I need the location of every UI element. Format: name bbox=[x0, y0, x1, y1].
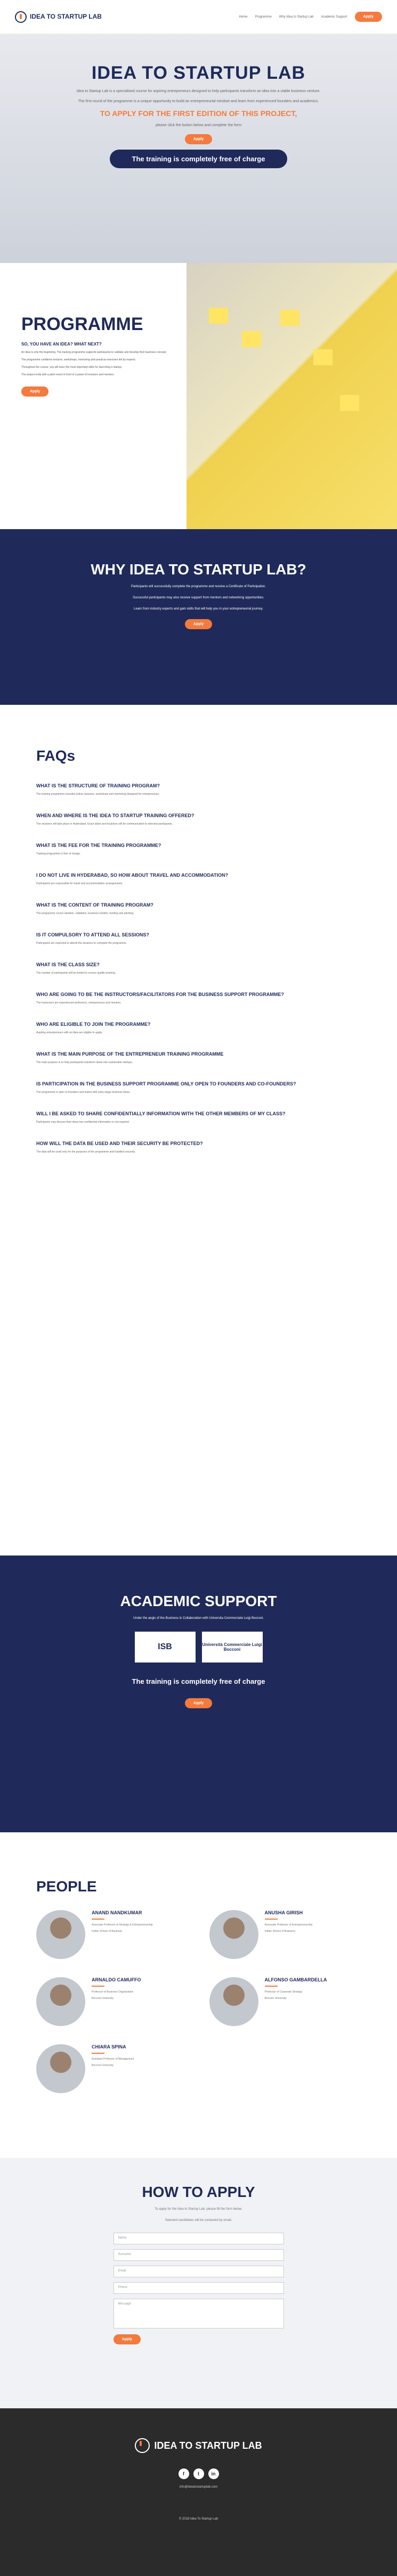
faq-item bbox=[36, 1081, 361, 1094]
top-navigation bbox=[0, 0, 397, 34]
programme-paragraph-2: The programme combines lectures, workshops, mentoring and practical exercises led by experts. bbox=[21, 358, 136, 361]
person-organization: Indian School of Business bbox=[264, 1930, 296, 1933]
faq-item bbox=[36, 1021, 361, 1035]
bocconi-logo: Università Commerciale Luigi Bocconi bbox=[202, 1632, 263, 1663]
people-section bbox=[0, 1832, 397, 2158]
menu-programme[interactable]: Programme bbox=[255, 15, 272, 19]
footer-copyright: © 2018 Idea To Startup Lab bbox=[179, 2517, 218, 2521]
faq-answer: The data will be used only for the purposes of the programme and handled securely. bbox=[36, 1150, 136, 1154]
logo-text: IDEA TO STARTUP LAB bbox=[30, 13, 102, 20]
academic-apply-button[interactable]: Apply bbox=[185, 1698, 212, 1708]
programme-paragraph-3: Throughout the course, you will learn the most important skills for launching a startup. bbox=[21, 366, 123, 369]
faq-question: WILL I BE ASKED TO SHARE CONFIDENTIALLY INFORMATION WITH THE OTHER MEMBERS OF MY CLASS? bbox=[36, 1111, 286, 1116]
academic-free-banner: The training is completely free of charge bbox=[110, 1672, 288, 1691]
lightbulb-icon bbox=[135, 2438, 150, 2453]
person-name: ANUSHA GIRISH bbox=[264, 1910, 303, 1915]
hero-apply-note: please click the button below and complete the form bbox=[155, 124, 242, 127]
why-title: WHY IDEA TO STARTUP LAB? bbox=[91, 561, 306, 578]
faq-item bbox=[36, 842, 361, 856]
person-card bbox=[36, 2044, 188, 2093]
faq-answer: The sessions will take place in Hyderabad. Exact dates and locations will be communicated to selected participants. bbox=[36, 822, 173, 826]
linkedin-icon[interactable]: in bbox=[208, 2468, 219, 2479]
person-organization: Bocconi University bbox=[264, 1997, 287, 2000]
avatar bbox=[209, 1910, 258, 1959]
person-card bbox=[209, 1977, 361, 2026]
apply-paragraph-2: Selected candidates will be contacted by email. bbox=[165, 2219, 232, 2222]
faq-question: WHAT IS THE STRUCTURE OF TRAINING PROGRAM? bbox=[36, 783, 160, 788]
avatar bbox=[36, 1977, 85, 2026]
hero-section bbox=[0, 34, 397, 263]
footer-email[interactable]: info@ideatostartuplab.com bbox=[179, 2486, 218, 2489]
person-role: Associate Professor of Strategy & Entrepreneurship bbox=[92, 1923, 153, 1927]
menu-academic-support[interactable]: Academic Support bbox=[321, 15, 347, 19]
faqs-section bbox=[0, 705, 397, 1556]
faq-item bbox=[36, 961, 361, 975]
person-role: Associate Professor of Entrepreneurship bbox=[264, 1923, 313, 1927]
faq-question: WHAT IS THE MAIN PURPOSE OF THE ENTREPRENEUR TRAINING PROGRAMME bbox=[36, 1051, 224, 1057]
footer bbox=[0, 2408, 397, 2576]
form-submit-button[interactable]: Apply bbox=[114, 2334, 141, 2344]
sticky-notes-image bbox=[187, 263, 397, 529]
faq-item bbox=[36, 1140, 361, 1154]
why-paragraph-1: Participants will successfully complete the programme and receive a Certificate of Participation. bbox=[131, 585, 266, 588]
faq-question: WHAT IS THE FEE FOR THE TRAINING PROGRAMME? bbox=[36, 843, 161, 848]
programme-section bbox=[0, 263, 397, 529]
programme-paragraph-1: An idea is only the beginning. The training programme supports participants to validate and develop their business concept. bbox=[21, 351, 167, 354]
faq-answer: Aspiring entrepreneurs with an idea are eligible to apply. bbox=[36, 1031, 103, 1034]
person-role: Professor of Business Organization bbox=[92, 1990, 134, 1994]
menu-why[interactable]: Why Idea to Startup Lab bbox=[279, 15, 314, 19]
faq-item bbox=[36, 1110, 361, 1124]
faq-item bbox=[36, 932, 361, 945]
faq-item bbox=[36, 1051, 361, 1065]
footer-logo[interactable] bbox=[135, 2438, 262, 2453]
faq-answer: The programme covers ideation, validation, business models, funding and pitching. bbox=[36, 912, 134, 915]
why-paragraph-2: Successful participants may also receive support from mentors and networking opportunities. bbox=[133, 596, 264, 599]
faq-question: I DO NOT LIVE IN HYDERABAD, SO HOW ABOUT TRAVEL AND ACCOMMODATION? bbox=[36, 873, 228, 878]
faq-answer: The number of participants will be limited to ensure quality learning. bbox=[36, 972, 116, 975]
hero-apply-heading: TO APPLY FOR THE FIRST EDITION OF THIS PROJECT, bbox=[100, 109, 297, 118]
faq-question: WHAT IS THE CLASS SIZE? bbox=[36, 962, 100, 967]
message-field[interactable]: Message bbox=[114, 2299, 284, 2328]
sticky-note bbox=[242, 331, 261, 347]
twitter-icon[interactable]: t bbox=[193, 2468, 204, 2479]
person-name: ARNALDO CAMUFFO bbox=[92, 1977, 141, 1982]
faqs-title: FAQs bbox=[36, 747, 76, 764]
sticky-note bbox=[340, 395, 359, 411]
person-card bbox=[36, 1910, 188, 1959]
person-organization: Indian School of Business bbox=[92, 1930, 123, 1933]
apply-title: HOW TO APPLY bbox=[142, 2184, 255, 2200]
faq-question: WHAT IS THE CONTENT OF TRAINING PROGRAM? bbox=[36, 902, 153, 908]
faq-item bbox=[36, 902, 361, 916]
faq-answer: The training programme includes online sessions, workshops and mentoring designed for entrepreneurs. bbox=[36, 793, 160, 796]
academic-support-section bbox=[0, 1556, 397, 1832]
facebook-icon[interactable]: f bbox=[179, 2468, 189, 2479]
person-organization: Bocconi University bbox=[92, 1997, 114, 2000]
academic-title: ACADEMIC SUPPORT bbox=[120, 1593, 277, 1609]
faq-question: WHO ARE GOING TO BE THE INSTRUCTORS/FACILITATORS FOR THE BUSINESS SUPPORT PROGRAMME? bbox=[36, 992, 284, 997]
person-role: Professor of Corporate Strategy bbox=[264, 1990, 303, 1994]
faq-answer: Participants may discuss their ideas but confidential information is not required. bbox=[36, 1121, 130, 1124]
faq-answer: The main purpose is to help participants transform ideas into sustainable startups. bbox=[36, 1061, 133, 1064]
main-menu bbox=[239, 12, 382, 22]
how-to-apply-section bbox=[0, 2158, 397, 2408]
faq-question: WHEN AND WHERE IS THE IDEA TO STARTUP TRAINING OFFERED? bbox=[36, 813, 195, 818]
footer-logo-text: IDEA TO STARTUP LAB bbox=[154, 2440, 262, 2451]
person-name: ALFONSO GAMBARDELLA bbox=[264, 1977, 327, 1982]
free-training-banner: The training is completely free of charge bbox=[110, 150, 288, 168]
person-card bbox=[36, 1977, 188, 2026]
faq-item bbox=[36, 872, 361, 886]
avatar bbox=[36, 2044, 85, 2093]
person-card bbox=[209, 1910, 361, 1959]
faq-answer: Participants are responsible for travel and accommodation arrangements. bbox=[36, 882, 123, 885]
name-field[interactable]: Name bbox=[114, 2233, 284, 2244]
application-form bbox=[114, 2233, 284, 2344]
faq-item bbox=[36, 812, 361, 826]
person-organization: Bocconi University bbox=[92, 2064, 114, 2067]
faq-answer: Participants are expected to attend the sessions to complete the programme. bbox=[36, 942, 127, 945]
surname-field[interactable]: Surname bbox=[114, 2249, 284, 2261]
menu-home[interactable]: Home bbox=[239, 15, 248, 19]
faq-item bbox=[36, 783, 361, 796]
programme-title: PROGRAMME bbox=[21, 314, 143, 334]
programme-question: SO, YOU HAVE AN IDEA? WHAT NEXT? bbox=[21, 342, 102, 347]
avatar bbox=[36, 1910, 85, 1959]
apply-paragraph-1: To apply for the Idea to Startup Lab, please fill the form below. bbox=[155, 2208, 242, 2211]
faq-question: HOW WILL THE DATA BE USED AND THEIR SECURITY BE PROTECTED? bbox=[36, 1141, 203, 1146]
social-links bbox=[0, 2468, 397, 2479]
why-section bbox=[0, 529, 397, 705]
avatar bbox=[209, 1977, 258, 2026]
phone-field[interactable]: Phone bbox=[114, 2282, 284, 2294]
people-grid bbox=[36, 1910, 361, 2093]
faq-answer: The programme is open to founders and teams with early-stage business ideas. bbox=[36, 1091, 131, 1094]
sticky-note bbox=[209, 308, 228, 324]
programme-paragraph-4: The project ends with a pitch event in front of a panel of investors and mentors. bbox=[21, 373, 115, 376]
faq-question: WHO ARE ELIGIBLE TO JOIN THE PROGRAMME? bbox=[36, 1022, 151, 1027]
sticky-note bbox=[313, 349, 333, 365]
hero-title: IDEA TO STARTUP LAB bbox=[91, 63, 306, 83]
hero-apply-button[interactable]: Apply bbox=[185, 134, 212, 144]
site-logo[interactable] bbox=[15, 11, 102, 23]
people-title: PEOPLE bbox=[36, 1878, 97, 1895]
faq-question: IS PARTICIPATION IN THE BUSINESS SUPPORT PROGRAMME ONLY OPEN TO FOUNDERS AND CO-FOUNDERS? bbox=[36, 1081, 296, 1087]
partner-logos bbox=[0, 1632, 397, 1663]
person-role: Assistant Professor of Management bbox=[92, 2057, 134, 2061]
isb-logo: ISB bbox=[135, 1632, 196, 1663]
header-apply-button[interactable]: Apply bbox=[355, 12, 382, 22]
hero-intro: Idea to Startup Lab is a specialised course for aspiring entrepreneurs designed to help participants transform an idea into a viable business venture. bbox=[76, 89, 321, 93]
programme-apply-button[interactable]: Apply bbox=[21, 386, 48, 397]
programme-card bbox=[0, 263, 187, 529]
hero-subtext: The first round of the programme is a unique opportunity to build an entrepreneurial mindset and learn from experienced founders and academics. bbox=[78, 100, 319, 103]
faq-item bbox=[36, 991, 361, 1005]
lightbulb-icon bbox=[15, 11, 27, 23]
person-name: CHIARA SPINA bbox=[92, 2044, 126, 2050]
person-name: ANAND NANDKUMAR bbox=[92, 1910, 142, 1915]
email-field[interactable]: Email bbox=[114, 2266, 284, 2277]
faq-question: IS IT COMPULSORY TO ATTEND ALL SESSIONS? bbox=[36, 932, 149, 937]
why-paragraph-3: Learn from industry experts and gain skills that will help you in your entrepreneurial journey. bbox=[134, 607, 263, 611]
faq-answer: Training programme is free of charge. bbox=[36, 852, 81, 855]
academic-paragraph: Under the aegis of the Business in Collaboration with Universita Commerciale Luigi Bocconi. bbox=[133, 1617, 264, 1620]
faq-answer: The instructors are experienced professors, entrepreneurs and mentors. bbox=[36, 1001, 121, 1005]
why-apply-button[interactable]: Apply bbox=[185, 619, 212, 629]
sticky-note bbox=[280, 310, 299, 326]
